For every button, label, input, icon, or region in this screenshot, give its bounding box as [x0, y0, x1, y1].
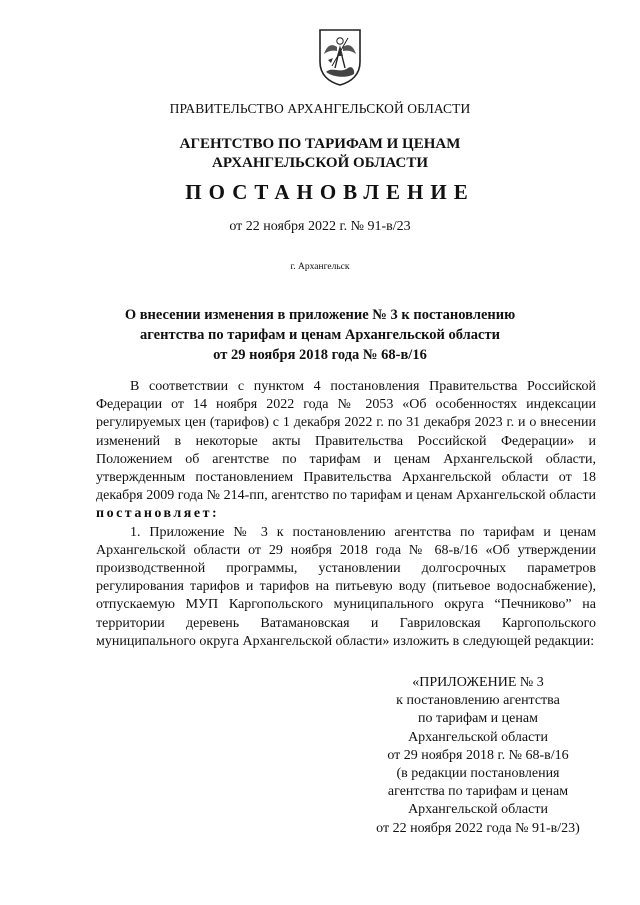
coat-of-arms-icon	[318, 28, 362, 86]
appendix-line: от 22 ноября 2022 года № 91-в/23)	[376, 820, 580, 836]
document-title	[0, 305, 640, 365]
agency-name	[0, 135, 640, 173]
appendix-line: агентства по тарифам и ценам	[387, 784, 569, 800]
date-number: от 22 ноября 2022 г. № 91-в/23	[229, 219, 411, 234]
government-name: ПРАВИТЕЛЬСТВО АРХАНГЕЛЬСКОЙ ОБЛАСТИ	[169, 101, 471, 116]
title-line: от 29 ноября 2018 года № 68-в/16	[213, 347, 427, 363]
title-line: агентства по тарифам и ценам Архангельской области	[140, 327, 500, 343]
city: г. Архангельск	[290, 262, 350, 272]
paragraph-preamble	[96, 378, 596, 524]
title-line: О внесении изменения в приложение № 3 к постановлению	[124, 307, 516, 323]
appendix-line: от 29 ноября 2018 г. № 68-в/16	[387, 747, 569, 763]
appendix-line: к постановлению агентства	[396, 693, 560, 709]
appendix-header	[350, 674, 606, 838]
preamble-text: В соответствии с пунктом 4 постановления Правительства Российской Федерации от 14 ноября 2022 года № 2053 «Об особенностях индексации регулируемых цен (тарифов) с 1 декабря 2022 г. по 31 декабря 2023 г. и о внесении изменений в некоторые акты Правительства Российской Федерации» и Положением об агентстве по тарифам и ценам Архангельской области, утвержденным постановлением Правительства Архангельской области от 18 декабря 2009 года № 214-пп, агентство по тарифам и ценам Архангельской области	[96, 379, 596, 504]
document-body	[96, 378, 596, 651]
paragraph-item-1: 1. Приложение № 3 к постановлению агентства по тарифам и ценам Архангельской области от 29 ноября 2018 года № 68-в/16 «Об утверждении производственной программы, установлении долгосрочных параметров регулирования тарифов и тарифов на питьевую воду (питьевое водоснабжение), отпускаемую МУП Каргопольского муниципального округа “Печниково” на территории деревень Ватамановская и Гавриловская Каргопольского муниципального округа Архангельской области» изложить в следующей редакции:	[96, 524, 596, 649]
resolution-word: постановляет:	[96, 506, 220, 522]
appendix-line: Архангельской области	[408, 802, 548, 818]
appendix-line: по тарифам и ценам	[418, 711, 538, 727]
appendix-line: Архангельской области	[408, 729, 548, 745]
appendix-line: «ПРИЛОЖЕНИЕ № 3	[412, 675, 544, 690]
agency-name-line: АРХАНГЕЛЬСКОЙ ОБЛАСТИ	[212, 155, 428, 171]
appendix-line: (в редакции постановления	[396, 766, 560, 782]
agency-name-line: АГЕНТСТВО ПО ТАРИФАМ И ЦЕНАМ	[179, 136, 461, 152]
document-type: ПОСТАНОВЛЕНИЕ	[185, 180, 475, 204]
